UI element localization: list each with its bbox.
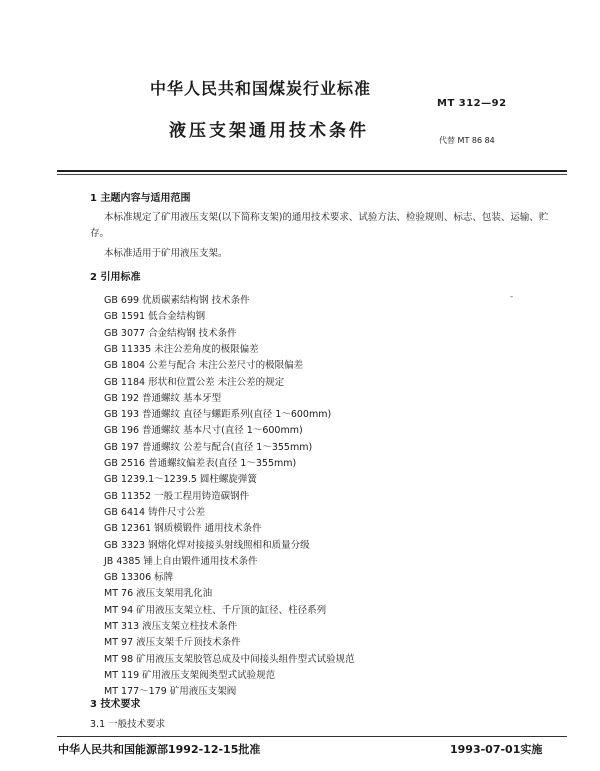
header-rule-thin xyxy=(57,174,567,175)
reference-item: GB 2516 普通螺纹偏差表(直径 1～355mm) xyxy=(104,458,297,469)
reference-item: MT 76 液压支架用乳化油 xyxy=(104,588,213,600)
reference-item: MT 313 液压支架立柱技术条件 xyxy=(104,621,238,632)
reference-item: GB 197 普通螺纹 公差与配合(直径 1～355mm) xyxy=(104,441,313,453)
stray-dash-mark: - xyxy=(510,292,514,302)
section-1-heading: 1 主题内容与适用范围 xyxy=(90,193,191,204)
reference-item: GB 11352 一般工程用铸造碳钢件 xyxy=(104,490,250,502)
reference-item: GB 1804 公差与配合 未注公差尺寸的极限偏差 xyxy=(104,360,304,372)
reference-item: MT 97 液压支架千斤顶技术条件 xyxy=(104,637,241,649)
reference-item: MT 177～179 矿用液压支架阀 xyxy=(104,686,237,698)
reference-item: GB 3323 钢熔化焊对接接头射线照相和质量分级 xyxy=(104,539,310,551)
section-3-1-subheading: 3.1 一般技术要求 xyxy=(90,719,166,730)
replaces-note: 代替 MT 86 84 xyxy=(439,136,495,145)
organization-title: 中华人民共和国煤炭行业标准 xyxy=(150,79,372,98)
reference-item: GB 11335 未注公差角度的极限偏差 xyxy=(104,343,259,355)
reference-item: MT 94 矿用液压支架立柱、千斤顶的缸径、柱径系列 xyxy=(104,604,327,616)
section-3-heading: 3 技术要求 xyxy=(90,699,141,710)
reference-item: GB 1591 低合金结构钢 xyxy=(104,311,206,323)
reference-item: MT 119 矿用液压支架阀类型式试验规范 xyxy=(104,669,276,681)
document-title: 液压支架通用技术条件 xyxy=(169,121,369,141)
reference-item: GB 3077 合金结构钢 技术条件 xyxy=(104,327,237,339)
standard-code: MT 312—92 xyxy=(437,98,507,109)
section-1-paragraph-1: 本标准规定了矿用液压支架(以下简称支架)的通用技术要求、试验方法、检验规则、标志、包装、运输、贮存。 xyxy=(90,212,549,239)
implementation-date: 1993-07-01实施 xyxy=(450,743,543,756)
reference-item: GB 1184 形状和位置公差 未注公差的规定 xyxy=(104,376,285,388)
reference-item: MT 98 矿用液压支架胶管总成及中间接头组件型式试验规范 xyxy=(104,653,355,665)
reference-item: GB 196 普通螺纹 基本尺寸(直径 1～600mm) xyxy=(104,425,303,437)
header-rule-thick xyxy=(57,170,567,172)
reference-item: GB 13306 标牌 xyxy=(104,572,174,584)
approval-date: 中华人民共和国能源部1992-12-15批准 xyxy=(58,743,261,756)
section-1-paragraph-2: 本标准适用于矿用液压支架。 xyxy=(104,248,228,259)
footer-rule xyxy=(57,736,567,737)
reference-item: GB 1239.1～1239.5 圆柱螺旋弹簧 xyxy=(104,474,257,486)
reference-item: GB 699 优质碳素结构钢 技术条件 xyxy=(104,295,250,306)
reference-item: GB 192 普通螺纹 基本牙型 xyxy=(104,392,222,404)
reference-item: GB 6414 铸件尺寸公差 xyxy=(104,506,206,518)
reference-item: GB 193 普通螺纹 直径与螺距系列(直径 1～600mm) xyxy=(104,409,332,421)
reference-item: GB 12361 钢质模锻件 通用技术条件 xyxy=(104,523,262,535)
section-2-heading: 2 引用标准 xyxy=(90,272,141,283)
reference-item: JB 4385 锤上自由锻件通用技术条件 xyxy=(104,555,258,567)
